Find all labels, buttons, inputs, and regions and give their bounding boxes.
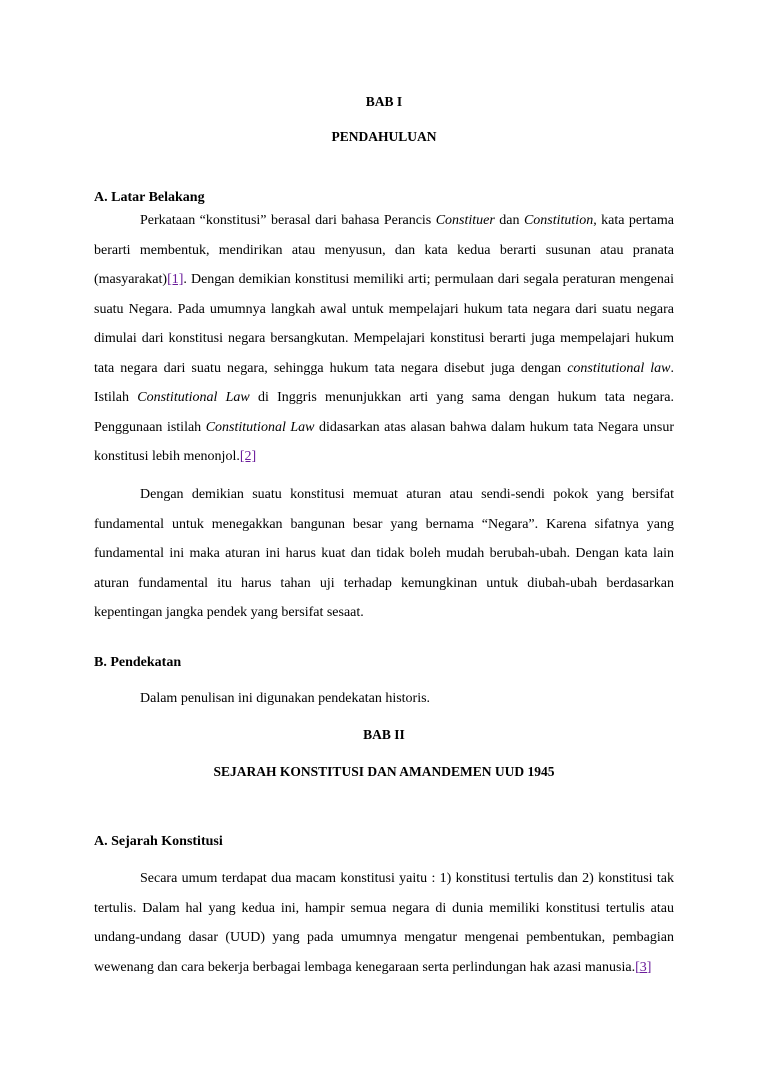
chapter-title-2: SEJARAH KONSTITUSI DAN AMANDEMEN UUD 1945 [213, 764, 555, 779]
paragraph-fundamental: Dengan demikian suatu konstitusi memuat aturan atau sendi-sendi pokok yang bersifat fundamental untuk menegakkan bangunan besar yang bernama “Negara”. Karena sifatnya yang fundamental ini maka aturan ini harus kuat dan tidak boleh mudah berubah-ubah. Dengan kata lain aturan fundamental itu harus tahan uji terhadap kemungkinan untuk diubah-ubah berdasarkan kepentingan jangka pendek yang bersifat sesaat. [94, 487, 674, 620]
italic-term: constitutional law [567, 360, 671, 376]
text-span: Secara umum terdapat dua macam konstitusi yaitu : 1) konstitusi tertulis dan 2) konstitusi tak tertulis. Dalam hal yang kedua ini, hampir semua negara di dunia memiliki konstitusi tertulis atau undang-undang dasar (UUD) yang pada umumnya mengatur mengenai pembentukan, pembagian wewenang dan cara bekerja berbagai lembaga kenegaraan serta perlindungan hak azasi manusia. [94, 871, 674, 975]
italic-term: Constituer [435, 213, 495, 228]
section-heading-pendekatan: B. Pendekatan [94, 655, 182, 670]
text-span: dan [494, 213, 524, 228]
section-heading-sejarah-konstitusi: A. Sejarah Konstitusi [94, 834, 223, 849]
footnote-link-3[interactable]: [3] [635, 959, 652, 975]
italic-term: Constitution [523, 213, 594, 228]
paragraph-konstitusi-definition [94, 206, 674, 472]
paragraph-sejarah [94, 864, 674, 982]
text-span: . Dengan demikian konstitusi memiliki arti; permulaan dari segala peraturan mengenai suatu Negara. Pada umumnya langkah awal untuk mempelajari hukum tata negara dari suatu negara dimulai dari konstitusi negara bersangkutan. Mempelajari konstitusi berarti juga mempelajari hukum tata negara dari suatu negara, sehingga hukum tata negara disebut juga dengan [94, 272, 674, 376]
text-span: didasarkan atas alasan bahwa dalam hukum tata Negara unsur konstitusi lebih menonjol. [94, 419, 674, 464]
chapter-title: PENDAHULUAN [331, 129, 437, 144]
chapter-label-2: BAB II [363, 727, 405, 742]
italic-term: Constitutional Law [137, 390, 250, 405]
text-span: , kata pertama berarti membentuk, mendirikan atau menyusun, dan kata kedua berarti susunan atau pranata (masyarakat) [94, 213, 674, 287]
text-span: . Istilah [94, 360, 674, 405]
text-span: di Inggris menunjukkan arti yang sama dengan hukum tata negara. Penggunaan istilah [94, 390, 674, 435]
section-heading-latar-belakang: A. Latar Belakang [94, 190, 205, 205]
footnote-link-1[interactable]: [1] [167, 272, 184, 287]
italic-term: Constitutional Law [205, 419, 315, 435]
paragraph-pendekatan: Dalam penulisan ini digunakan pendekatan historis. [140, 691, 431, 706]
chapter-label: BAB I [365, 94, 403, 109]
footnote-link-2[interactable]: [2] [239, 449, 257, 464]
text-span: Perkataan “konstitusi” berasal dari bahasa Perancis [140, 213, 436, 228]
